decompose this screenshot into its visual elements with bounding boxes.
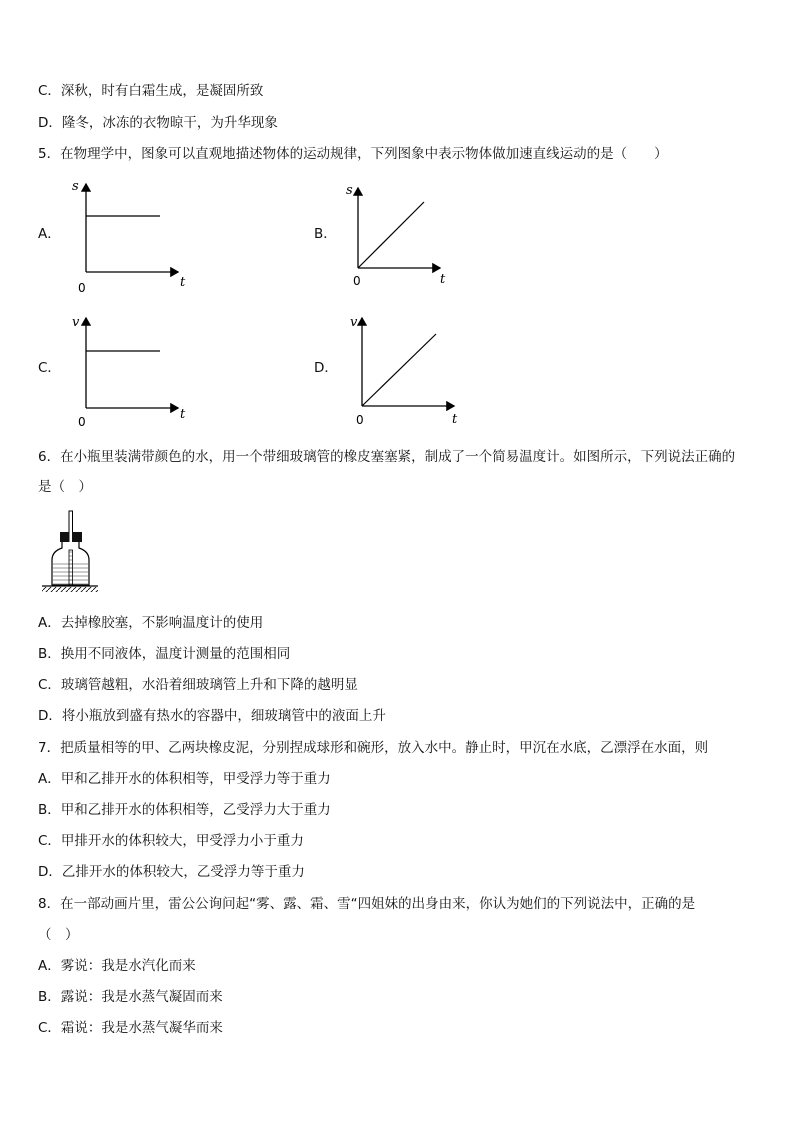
q4-option-c: C．深秋，时有白霜生成，是凝固所致 <box>38 83 264 99</box>
q5-graph-a-origin: 0 <box>78 281 86 295</box>
q5-graph-d-xaxis-label: t <box>452 412 458 427</box>
q5-graph-a <box>66 176 196 298</box>
q5-graph-b-origin: 0 <box>353 274 361 288</box>
q5-option-b-label: B． <box>314 226 337 242</box>
q6-stem-line1: 6．在小瓶里装满带颜色的水，用一个带细玻璃管的橡皮塞塞紧，制成了一个简易温度计。如图所示，下列说法正确的 <box>38 449 736 465</box>
q5-graph-d-origin: 0 <box>356 413 364 427</box>
q5-option-d-label: D． <box>314 360 338 376</box>
q5-graph-b-xaxis-label: t <box>440 272 446 287</box>
q5-graph-b <box>340 180 466 294</box>
q4-option-d: D．隆冬，冰冻的衣物晾干，为升华现象 <box>38 115 278 131</box>
q5-graph-b-yaxis-label: s <box>346 183 353 198</box>
q6-option-b: B．换用不同液体，温度计测量的范围相同 <box>38 646 291 662</box>
q5-graph-d <box>340 310 470 432</box>
q8-option-c: C．霜说：我是水蒸气凝华而来 <box>38 1020 223 1036</box>
q5-graph-c-xaxis-label: t <box>180 407 186 422</box>
q5-graph-c-origin: 0 <box>78 415 86 429</box>
q5-graph-c <box>66 310 196 432</box>
q6-stem-line2: 是（ ） <box>38 479 92 495</box>
q7-option-c: C．甲排开水的体积较大，甲受浮力小于重力 <box>38 833 304 849</box>
q7-stem: 7．把质量相等的甲、乙两块橡皮泥，分别捏成球形和碗形，放入水中。静止时，甲沉在水底，乙漂浮在水面，则 <box>38 740 709 756</box>
q8-stem-line2: （ ） <box>38 927 79 943</box>
q5-graph-a-yaxis-label: s <box>72 179 79 194</box>
q8-stem-line1: 8．在一部动画片里，雷公公询问起“雾、露、霜、雪“四姐妹的出身由来，你认为她们的下列说法中，正确的是 <box>38 896 696 912</box>
q6-option-d: D．将小瓶放到盛有热水的容器中，细玻璃管中的液面上升 <box>38 708 386 724</box>
q6-option-c: C．玻璃管越粗，水沿着细玻璃管上升和下降的越明显 <box>38 677 358 693</box>
q7-option-d: D．乙排开水的体积较大，乙受浮力等于重力 <box>38 864 305 880</box>
q5-graph-a-xaxis-label: t <box>180 275 186 290</box>
q5-graph-c-yaxis-label: v <box>72 315 80 330</box>
q5-graph-d-line <box>362 334 436 406</box>
q5-graph-b-line <box>358 202 424 268</box>
q7-option-b: B．甲和乙排开水的体积相等，乙受浮力大于重力 <box>38 802 331 818</box>
q5-stem: 5．在物理学中，图象可以直观地描述物体的运动规律，下列图象中表示物体做加速直线运动的是（ ） <box>38 146 668 162</box>
q7-option-a: A．甲和乙排开水的体积相等，甲受浮力等于重力 <box>38 771 331 787</box>
q8-option-a: A．雾说：我是水汽化而来 <box>38 958 196 974</box>
q8-option-b: B．露说：我是水蒸气凝固而来 <box>38 989 223 1005</box>
thermometer-bottle-figure <box>38 510 100 596</box>
q5-option-a-label: A． <box>38 226 61 242</box>
q6-option-a: A．去掉橡胶塞，不影响温度计的使用 <box>38 615 264 631</box>
q5-graph-d-yaxis-label: v <box>350 315 358 330</box>
q5-option-c-label: C． <box>38 360 61 376</box>
